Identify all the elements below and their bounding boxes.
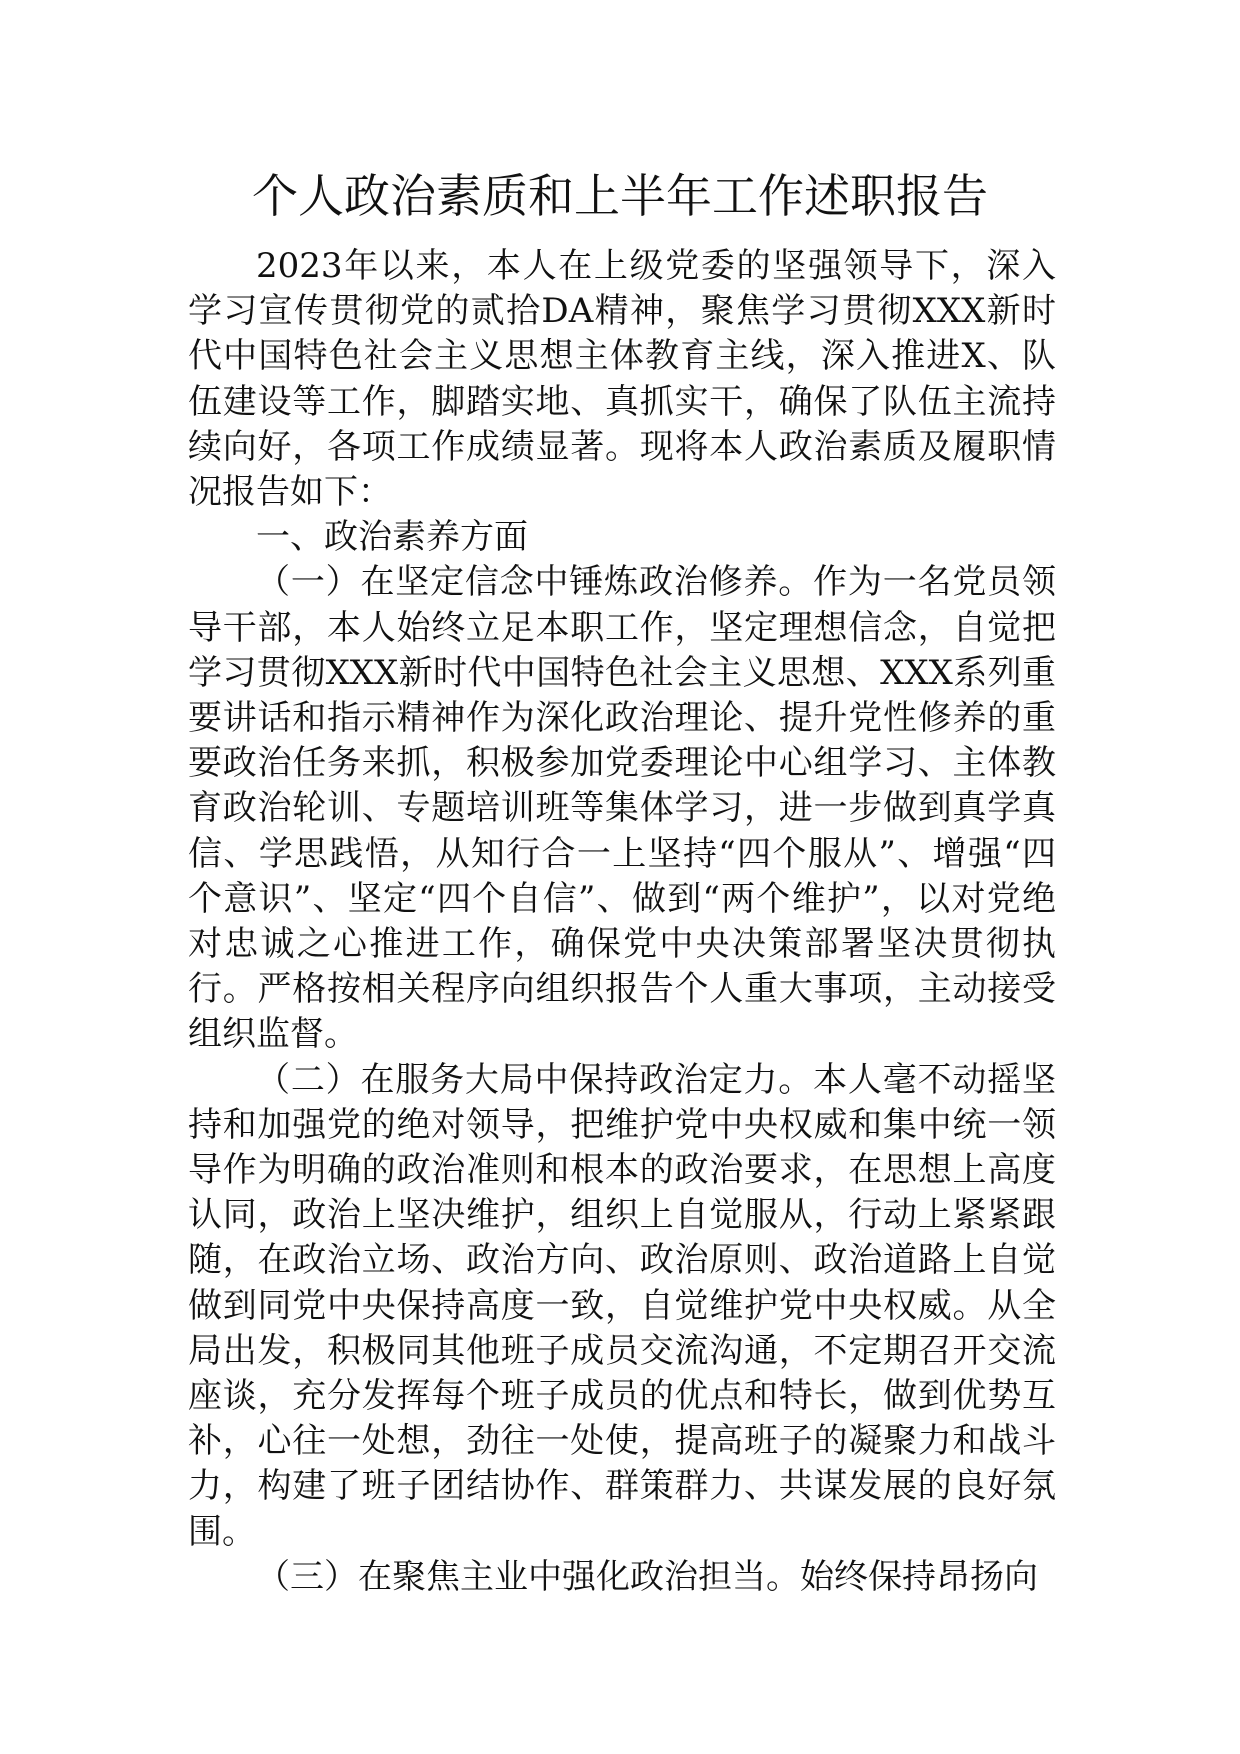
document-title: 个人政治素质和上半年工作述职报告: [252, 169, 988, 223]
subsection-paragraph-2: （二）在服务大局中保持政治定力。本人毫不动摇坚持和加强党的绝对领导，把维护党中央权威和集中统一领导作为明确的政治准则和根本的政治要求，在思想上高度认同，政治上坚决维护，组织上自觉服从，行动上紧紧跟随，在政治立场、政治方向、政治原则、政治道路上自觉做到同党中央保持高度一致，自觉维护党中央权威。从全局出发，积极同其他班子成员交流沟通，不定期召开交流座谈，充分发挥每个班子成员的优点和特长，做到优势互补，心往一处想，劲往一处使，提高班子的凝聚力和战斗力，构建了班子团结协作、群策群力、共谋发展的良好氛围。: [188, 1059, 1056, 1552]
intro-paragraph: 2023年以来，本人在上级党委的坚强领导下，深入学习宣传贯彻党的贰拾DA精神，聚焦学习贯彻XXX新时代中国特色社会主义思想主体教育主线，深入推进X、队伍建设等工作，脚踏实地、真抓实干，确保了队伍主流持续向好，各项工作成绩显著。现将本人政治素质及履职情况报告如下：: [188, 246, 1056, 513]
section-heading: 一、政治素养方面: [256, 517, 528, 558]
subsection-paragraph-1: （一）在坚定信念中锤炼政治修养。作为一名党员领导干部，本人始终立足本职工作，坚定理想信念，自觉把学习贯彻XXX新时代中国特色社会主义思想、XXX系列重要讲话和指示精神作为深化政治理论、提升党性修养的重要政治任务来抓，积极参加党委理论中心组学习、主体教育政治轮训、专题培训班等集体学习，进一步做到真学真信、学思践悟，从知行合一上坚持“四个服从”、增强“四个意识”、坚定“四个自信”、做到“两个维护”，以对党绝对忠诚之心推进工作，确保党中央决策部署坚决贯彻执行。严格按相关程序向组织报告个人重大事项，主动接受组织监督。: [188, 562, 1056, 1055]
subsection-paragraph-3: （三）在聚焦主业中强化政治担当。始终保持昂扬向: [256, 1556, 1038, 1597]
document-body: [188, 244, 1056, 1600]
